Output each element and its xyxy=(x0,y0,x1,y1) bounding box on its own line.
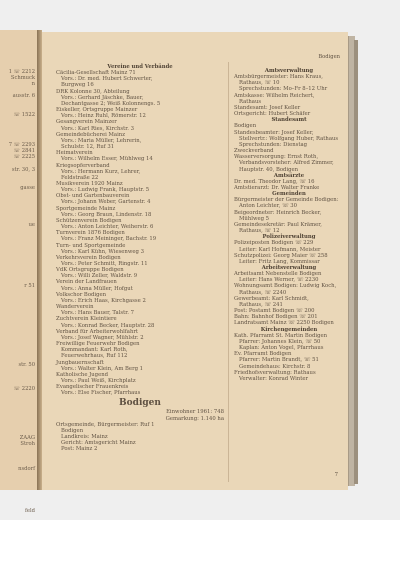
cover-edge xyxy=(354,40,358,484)
left-fragment: ausstr. 6 xyxy=(12,93,35,100)
left-fragment: Schmuck xyxy=(10,75,35,82)
entry-line: Arbeitsamt Nebenstelle Bodigen xyxy=(234,271,322,278)
entry-line: Polizeiposten Bodigen ☏ 229 xyxy=(234,240,314,247)
entry-line: Amtsbürgermeister: Hans Kraus, xyxy=(234,74,323,81)
entry-detail: Kommandant: Karl Roth, xyxy=(61,347,128,354)
entry-detail: Vors.: Erich Haas, Kirchgasse 2 xyxy=(61,297,146,304)
entry-line: Wohnungsamt Bodigen: Ludwig Koch, xyxy=(234,283,337,290)
entry-detail: Kaplan: Anton Vogel, Pfarrhaus xyxy=(239,345,324,352)
entry-detail: Vors.: Paul Weiß, Kirchplatz xyxy=(61,377,136,384)
entry-detail: Vors.: Johann Weber, Gartenstr. 4 xyxy=(61,199,151,206)
left-fragment: 7 ☏ 2293 xyxy=(8,142,35,149)
left-fragment: Stroh xyxy=(20,441,35,448)
entry-detail: Vors.: Peter Schmitt, Ringstr. 11 xyxy=(61,261,148,267)
entry-line: Verkehrsverein Bodigen xyxy=(56,254,121,261)
left-fragment: ☏ 2225 xyxy=(13,154,35,161)
page-number: 7 xyxy=(334,472,338,478)
entry-line: Evangelischer Frauenkreis xyxy=(56,384,129,391)
section-heading: Gemeinden xyxy=(272,191,306,198)
entry-line: Eiskeller, Ortsgruppe Mainzer xyxy=(56,107,138,114)
entry-detail: Rathaus xyxy=(239,98,262,105)
entry-line: Beigeordneter: Heinrich Becker, xyxy=(234,209,322,216)
entry-line: Sportgemeinde Mainz xyxy=(56,205,116,212)
entry-line: Freiwillige Feuerwehr Bodigen xyxy=(56,341,140,348)
left-fragment: ZAAG xyxy=(19,435,35,441)
entry-detail: Anton Leichter, ☏ 30 xyxy=(239,203,298,210)
entry-line: Kriegsopferverband xyxy=(56,162,110,169)
entry-detail: Vors.: Karl Kühn, Wiesenweg 3 xyxy=(61,248,144,255)
entry-detail: Vors.: Else Fischer, Pfarrhaus xyxy=(61,390,141,397)
entry-line: Heimatverein xyxy=(56,150,93,157)
left-fragment: feld xyxy=(25,508,35,515)
section-heading: Standesamt xyxy=(271,117,307,124)
place-heading: Bodigen xyxy=(119,398,161,409)
entry-detail: Feuerwehrhaus, Ruf 112 xyxy=(61,353,128,360)
entry-detail: Vors.: Anton Leichter, Weiherstr. 6 xyxy=(61,224,154,231)
entry-line: Wanderverein xyxy=(56,304,94,311)
entry-detail: Verbandsvorsteher: Alfred Zimmer, xyxy=(239,160,334,167)
left-fragment: n xyxy=(31,81,35,88)
right-page xyxy=(42,32,348,490)
entry-detail: Vors.: Hans Bauer, Talstr. 7 xyxy=(61,310,134,317)
left-page xyxy=(0,30,38,515)
entry-detail: Gericht: Amtsgericht Mainz xyxy=(61,440,136,447)
left-column xyxy=(56,64,224,453)
entry-line: Ortsgericht: Hubert Schäfer xyxy=(234,111,311,118)
entry-detail: Pfarrer: Martin Brandt, ☏ 51 xyxy=(239,357,319,364)
entry-detail: Vors.: Dr. med. Hubert Schwerter, xyxy=(61,76,153,83)
right-column xyxy=(234,68,344,382)
section-heading: Amtsverwaltung xyxy=(264,68,314,74)
entry-line: Schutzpolizei: Georg Maier ☏ 258 xyxy=(234,252,328,259)
left-fragment: str. 30, 3 xyxy=(11,166,35,173)
entry-line: Bahn: Bahnhof Bodigen ☏ 201 xyxy=(234,314,318,321)
entry-line: Kath. Pfarramt St. Martin Bodigen xyxy=(234,332,328,339)
entry-detail: Vors.: Maria Müller, Lehrerin, xyxy=(61,137,142,144)
entry-line: Gewerbeamt: Karl Schmidt, xyxy=(234,295,309,302)
entry-detail: Rathaus, ☏ 12 xyxy=(239,228,280,235)
left-fragment: r 51 xyxy=(24,282,35,289)
entry-detail: Vors.: Willi Zeller, Waldstr. 9 xyxy=(61,273,138,280)
entry-detail: Vors.: Heinz Ruhl, Römerstr. 12 xyxy=(61,113,146,120)
entry-detail: Bodigen xyxy=(61,427,84,434)
entry-line: Verein der Landfrauen xyxy=(56,279,117,286)
entry-detail: Vors.: Franz Meininger, Bachstr. 19 xyxy=(61,236,157,243)
entry-line: DRK Kolonne 30, Abteilung xyxy=(56,88,130,95)
entry-line: Wasserversorgung: Ernst Roth, xyxy=(234,154,319,161)
entry-detail: Vors.: Konrad Becker, Hauptstr. 28 xyxy=(61,322,155,329)
entry-line: Obst- und Gartenbauverein xyxy=(56,193,130,200)
entry-line: Cäcilia-Gesellschaft Mainz 71 xyxy=(56,70,136,77)
entry-detail: Rathaus, ☏ 241 xyxy=(239,301,283,308)
entry-line: Turn- und Sportgemeinde xyxy=(56,242,126,249)
left-fragment: ue xyxy=(28,221,35,228)
entry-detail: Mühlweg 5 xyxy=(239,215,270,222)
entry-detail: Post: Mainz 2 xyxy=(61,446,98,453)
entry-line: Ev. Pfarramt Bodigen xyxy=(234,351,292,358)
entry-detail: Burgweg 16 xyxy=(61,82,94,89)
entry-detail: Vors.: Karl Ries, Kirchstr. 3 xyxy=(61,125,134,132)
entry-detail: Vors.: Gerhard Jäschke, Bauer, xyxy=(61,94,144,101)
section-heading: Polizeiverwaltung xyxy=(262,234,316,241)
entry-line: Bodigen xyxy=(234,123,257,130)
left-fragment: ☏ 2220 xyxy=(13,386,35,393)
entry-line: Standesbeamter: Josef Keller, xyxy=(234,129,314,136)
entry-line: Gemeindebücherei Mainz xyxy=(56,131,125,138)
entry-detail: Pfarrer: Johannes Klein, ☏ 50 xyxy=(239,338,321,345)
entry-detail: Vors.: Walter Klein, Am Berg 1 xyxy=(61,365,144,372)
entry-detail: Vors.: Anna Müller, Hofgut xyxy=(61,285,133,292)
entry-detail: Leiter: Karl Hofmann, Meister xyxy=(239,246,321,253)
entry-line: Gesangverein Mainzer xyxy=(56,119,117,126)
left-fragment: ☏ 1522 xyxy=(13,111,35,118)
section-heading: Amtsärzte xyxy=(273,172,305,179)
entry-detail: Sprechstunden: Dienstag xyxy=(239,141,308,148)
entry-detail: Dechantgasse 2; Weiß Kolonnengs. 5 xyxy=(61,100,161,107)
entry-detail: Verwalter: Konrad Winter xyxy=(239,375,309,382)
entry-detail: Vors.: Wilhelm Esser, Mühlweg 14 xyxy=(61,156,153,163)
entry-line: Bürgermeister der Gemeinde Bodigen: xyxy=(234,197,339,204)
left-fragment: nsdorf xyxy=(18,465,35,472)
entry-line: Jungbauernschaft xyxy=(56,359,104,366)
entry-detail: Rathaus, ☏ 10 xyxy=(239,80,280,87)
entry-detail: Vors.: Hermann Kurz, Lehrer, xyxy=(61,168,141,175)
entry-detail: Rathaus, ☏ 2240 xyxy=(239,289,287,296)
entry-detail: Vors.: Josef Wagner, Mühlstr. 2 xyxy=(61,334,144,341)
entry-line: Verband für Arbeiterwohlfahrt xyxy=(56,328,139,335)
entry-detail: Landkreis: Mainz xyxy=(61,434,108,441)
entry-detail: Leiter: Fritz Lang, Kommissar xyxy=(239,258,320,265)
entry-line: Amtskasse: Wilhelm Reichert, xyxy=(234,92,315,99)
left-fragment: ☏ 2841 xyxy=(13,148,35,155)
entry-detail: Feldstraße 22 xyxy=(61,174,99,181)
entry-line: Ortsgemeinde, Bürgermeister: Ruf 1 xyxy=(56,421,155,428)
entry-detail: Schulstr. 12, Ruf 31 xyxy=(61,144,115,151)
entry-line: Zuchtverein Kleintiere xyxy=(56,316,117,323)
statistic-line: Gemarkung: 1.140 ha xyxy=(165,415,224,422)
entry-detail: Vors.: Ludwig Frank, Hauptstr. 5 xyxy=(61,187,150,194)
entry-line: Schützenverein Bodigen xyxy=(56,217,122,224)
section-heading: Vereine und Verbände xyxy=(107,64,173,70)
entry-detail: Hauptstr. 40, Bodigen xyxy=(239,166,299,173)
entry-line: Amtstierarzt: Dr. Walter Franke xyxy=(234,184,320,191)
entry-detail: Vors.: Georg Braun, Lindenstr. 18 xyxy=(61,211,152,218)
section-heading: Kirchengemeinden xyxy=(260,326,318,333)
left-fragment: str. 50 xyxy=(18,361,35,368)
entry-line: Friedhofsverwaltung: Rathaus xyxy=(234,369,316,376)
running-head: Bodigen xyxy=(318,54,340,60)
entry-detail: Sprechstunden: Mo–Fr 8–12 Uhr xyxy=(239,86,328,93)
entry-line: VdK Ortsgruppe Bodigen xyxy=(56,267,124,274)
left-fragment: gasse xyxy=(20,184,35,191)
entry-line: Gemeindesekretär: Paul Krämer, xyxy=(234,221,322,228)
section-heading: Arbeitsverwaltung xyxy=(261,265,317,271)
left-fragment: 1 ☏ 2212 xyxy=(8,69,35,75)
entry-line: Musikverein 1920 Mainz xyxy=(56,180,123,187)
entry-detail: Leiter: Hans Werner, ☏ 2230 xyxy=(239,277,319,284)
entry-line: Katholische Jugend xyxy=(56,371,109,378)
column-rule xyxy=(228,62,229,482)
entry-detail: Gemeindehaus: Kirchstr. 8 xyxy=(239,363,311,370)
statistic-line: Einwohner 1961: 748 xyxy=(166,409,224,416)
entry-line: Volkschor Bodigen xyxy=(56,291,107,298)
entry-detail: Stellvertr.: Wolfgang Huber, Rathaus xyxy=(239,135,339,142)
entry-line: Post: Postamt Bodigen ☏ 200 xyxy=(234,308,315,315)
entry-line: Standesamt: Josef Keller xyxy=(234,104,301,111)
entry-line: Dr. med. Theodor Lang, ☏ 16 xyxy=(234,178,315,185)
entry-line: Zweckverband xyxy=(234,148,274,155)
entry-line: Turnverein 1876 Bodigen xyxy=(56,230,125,237)
entry-line: Landratsamt Mainz ☏ 2250 Bodigen xyxy=(234,320,334,327)
